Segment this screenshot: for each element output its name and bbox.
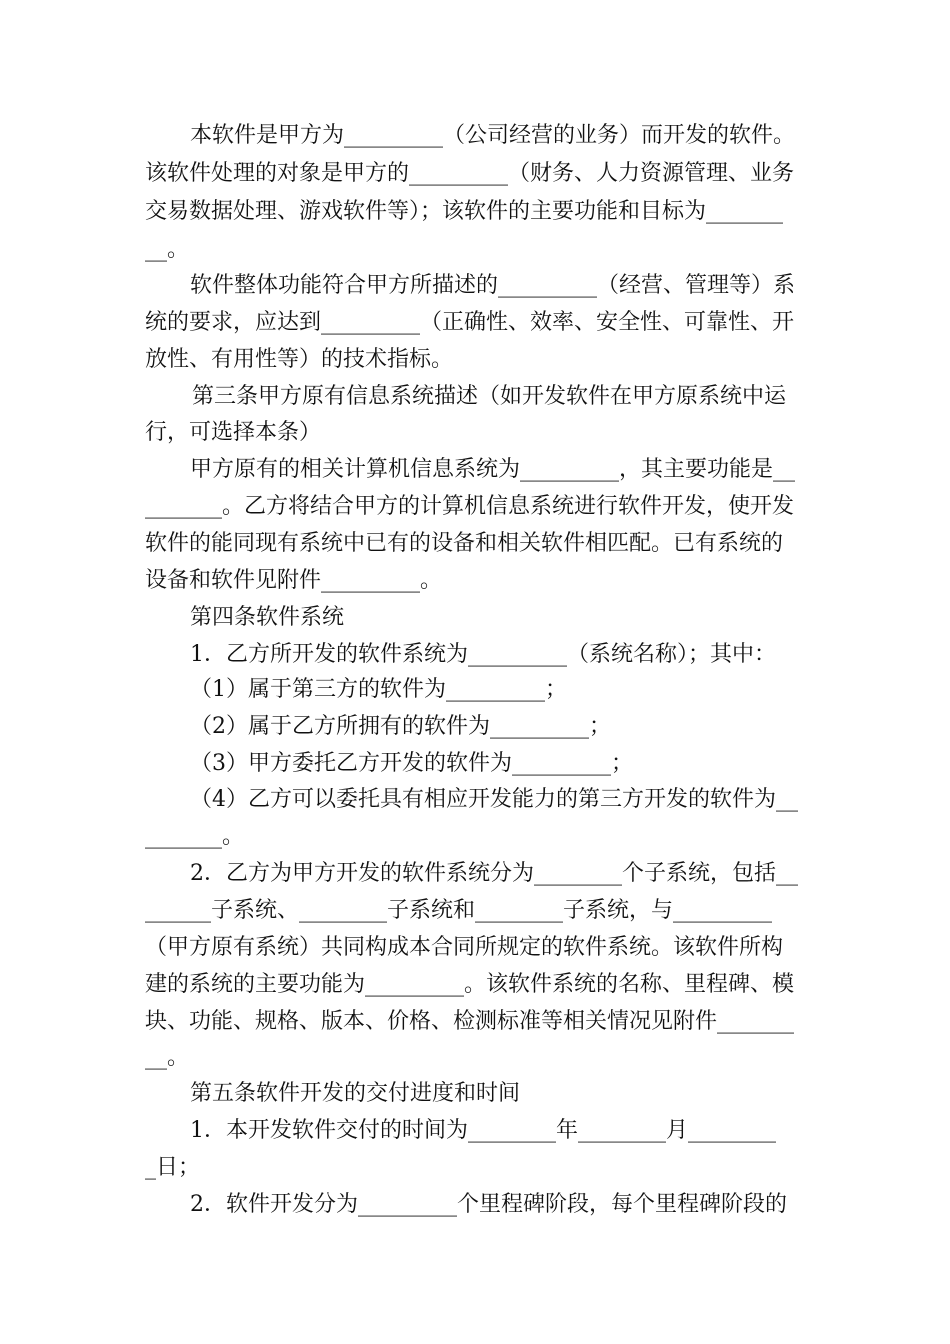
text-line: 1．本开发软件交付的时间为________年________月________	[190, 1118, 776, 1143]
text-line: 交易数据处理、游戏软件等）；该软件的主要功能和目标为_______	[145, 199, 784, 224]
list-item: （3）甲方委托乙方开发的软件为_________；	[190, 751, 633, 776]
list-item: （1）属于第三方的软件为_________；	[190, 677, 567, 702]
text-line: 软件的能同现有系统中已有的设备和相关软件相匹配。已有系统的	[145, 531, 784, 556]
text-line: （甲方原有系统）共同构成本合同所规定的软件系统。该软件所构	[145, 935, 784, 960]
text-line: __。	[145, 237, 190, 262]
text-line: 行，可选择本条）	[145, 420, 322, 445]
text-line: 块、功能、规格、版本、价格、检测标准等相关情况见附件_______	[145, 1009, 795, 1034]
section-heading: 第四条软件系统	[190, 605, 345, 630]
text-line: 统的要求，应达到_________（正确性、效率、安全性、可靠性、开	[145, 310, 795, 335]
text-line: _______。乙方将结合甲方的计算机信息系统进行软件开发，使开发	[145, 494, 795, 519]
text-line: 2．软件开发分为_________个里程碑阶段，每个里程碑阶段的	[190, 1192, 787, 1217]
text-line: 设备和软件见附件_________。	[145, 568, 443, 593]
text-line: 放性、有用性等）的技术指标。	[145, 347, 454, 372]
text-line: 本软件是甲方为_________（公司经营的业务）而开发的软件。	[190, 123, 796, 148]
section-heading: 第三条甲方原有信息系统描述（如开发软件在甲方原系统中运	[192, 384, 787, 409]
text-line: 该软件处理的对象是甲方的_________（财务、人力资源管理、业务	[145, 161, 795, 186]
section-heading: 第五条软件开发的交付进度和时间	[190, 1081, 521, 1106]
text-line: 软件整体功能符合甲方所描述的_________（经营、管理等）系	[190, 273, 796, 298]
text-line: 甲方原有的相关计算机信息系统为_________，其主要功能是__	[190, 457, 796, 482]
text-line: 2．乙方为甲方开发的软件系统分为________个子系统，包括__	[190, 861, 798, 886]
text-line: _日；	[145, 1155, 201, 1180]
list-item: （4）乙方可以委托具有相应开发能力的第三方开发的软件为__	[190, 787, 798, 812]
list-item: （2）属于乙方所拥有的软件为_________；	[190, 714, 611, 739]
text-line: 建的系统的主要功能为_________。该软件系统的名称、里程碑、模	[145, 972, 795, 997]
text-line: __。	[145, 1045, 190, 1070]
text-line: _______。	[145, 824, 245, 849]
text-line: 1．乙方所开发的软件系统为_________（系统名称）；其中：	[190, 642, 776, 667]
text-line: ______子系统、________子系统和________子系统，与_________	[145, 898, 773, 923]
